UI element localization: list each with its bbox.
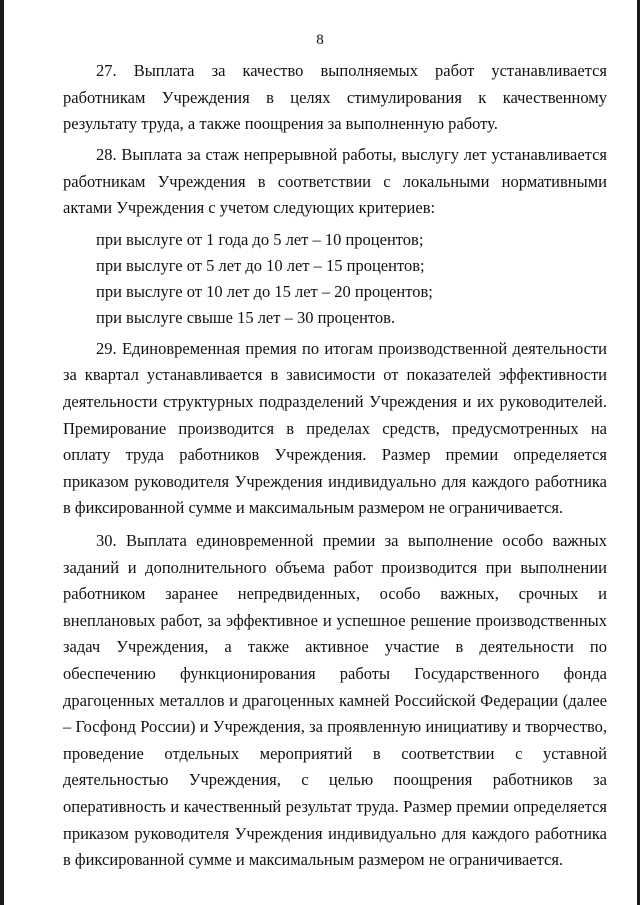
criteria-item: при выслуге от 5 лет до 10 лет – 15 процентов; (96, 255, 425, 275)
criteria-item: при выслуге свыше 15 лет – 30 процентов. (96, 308, 396, 328)
seniority-criteria-list (63, 227, 607, 332)
paragraph-30: 30. Выплата единовременной премии за выполнение особо важных заданий и дополнительного объема работ производится при выполнении работником заранее непредвиденных, особо важных, срочных и внеплановых работ, за эффективное и успешное решение производственных задач Учреждения, а также активное участие в деятельности по обеспечению функционирования работы Государственного фонда драгоценных металлов и драгоценных камней Российской Федерации (далее – Госфонд России) и Учреждения, за проявленную инициативу и творчество, проведение отдельных мероприятий в соответствии с уставной деятельностью Учреждения, с целью поощрения работников за оперативность и качественный результат труда. Размер премии определяется приказом руководителя Учреждения индивидуально для каждого работника в фиксированной сумме и максимальным размером не ограничивается. (63, 531, 607, 870)
paragraph-27: 27. Выплата за качество выполняемых работ устанавливается работникам Учреждения в целях стимулирования к качественному результату труда, а также поощрения за выполненную работу. (63, 61, 607, 134)
paragraph-28: 28. Выплата за стаж непрерывной работы, выслугу лет устанавливается работникам Учреждения в соответствии с локальными нормативными актами Учреждения с учетом следующих критериев: (63, 145, 607, 218)
paragraph-29: 29. Единовременная премия по итогам производственной деятельности за квартал устанавливается в зависимости от показателей эффективности деятельности структурных подразделений Учреждения и их руководителей. Премирование производится в пределах средств, предусмотренных на оплату труда работников Учреждения. Размер премии определяется приказом руководителя Учреждения индивидуально для каждого работника в фиксированной сумме и максимальным размером не ограничивается. (63, 338, 607, 518)
criteria-item: при выслуге от 10 лет до 15 лет – 20 процентов; (96, 281, 433, 301)
criteria-item: при выслуге от 1 года до 5 лет – 10 процентов; (96, 229, 424, 249)
page-number: 8 (316, 32, 324, 48)
document-body (63, 58, 607, 878)
scan-border-left (0, 0, 4, 905)
